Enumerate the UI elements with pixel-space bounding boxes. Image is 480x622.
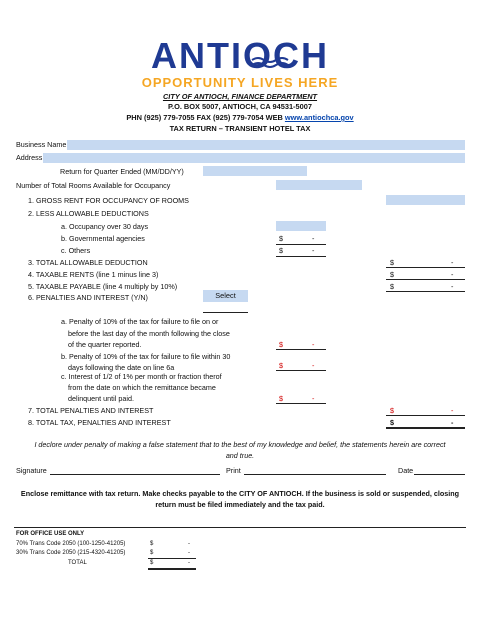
line-6a-underline — [276, 349, 326, 350]
line-6b-dollar: $ — [279, 361, 283, 370]
line-6c-text-2: from the date on which the remittance became — [68, 383, 216, 392]
office-row-2-dollar: $ — [150, 550, 154, 556]
line-6-label: 6. PENALTIES AND INTEREST (Y/N) — [28, 293, 148, 302]
office-row-1-dollar: $ — [150, 541, 154, 547]
line-7-dollar: $ — [390, 406, 394, 415]
line-6a-text-1: a. Penalty of 10% of the tax for failure to file on or — [61, 317, 219, 326]
line-2b-dollar: $ — [279, 234, 283, 243]
declaration-line-1: I declore under penalty of making a false statement that to the best of my knowledge and belief, the statements herein are correct — [34, 440, 446, 449]
contact-line — [0, 113, 480, 122]
office-total-underline — [148, 568, 196, 570]
line-8-value: - — [451, 418, 454, 427]
line-8-dollar: $ — [390, 418, 394, 427]
line-2c-underline — [276, 256, 326, 257]
line-5-underline — [386, 291, 465, 292]
contact-text: PHN (925) 779-7055 FAX (925) 779-7054 WEB — [126, 113, 283, 122]
address-line: P.O. BOX 5007, ANTIOCH, CA 94531-5007 — [168, 102, 312, 111]
line-2c-value: - — [312, 246, 315, 255]
date-line[interactable] — [414, 474, 465, 475]
line-2b-label: b. Governmental agencies — [61, 234, 145, 243]
line-3-label: 3. TOTAL ALLOWABLE DEDUCTION — [28, 258, 148, 267]
line-6c-dollar: $ — [279, 394, 283, 403]
date-label: Date — [398, 466, 414, 475]
remit-line-2: return must be filed immediately and the tax paid. — [155, 500, 325, 509]
office-row-2-label: 30% Trans Code 2050 (215-4320-41205) — [16, 550, 126, 556]
line-6c-text-3: delinquent until paid. — [68, 394, 134, 403]
quarter-field[interactable] — [203, 166, 307, 176]
line-6a-top-underline — [203, 312, 248, 313]
line-6a-text-3: of the quarter reported. — [68, 340, 142, 349]
office-total-value: - — [188, 560, 190, 566]
logo-tagline: OPPORTUNITY LIVES HERE — [141, 75, 339, 90]
line-3-underline — [386, 267, 465, 268]
business-name-label: Business Name — [16, 140, 67, 149]
occupancy-field[interactable] — [276, 221, 326, 231]
form-title: TAX RETURN – TRANSIENT HOTEL TAX — [169, 124, 311, 133]
print-label: Print — [226, 466, 241, 475]
line-2b-underline — [276, 244, 326, 245]
rooms-label: Number of Total Rooms Available for Occupancy — [16, 181, 171, 190]
remit-line-1: Enclose remittance with tax return. Make checks payable to the CITY OF ANTIOCH. If the business is sold or suspended, closing — [20, 489, 460, 498]
line-6b-text-1: b. Penalty of 10% of the tax for failure to file within 30 — [61, 352, 231, 361]
office-row-1-value: - — [188, 541, 190, 547]
declaration-line-2: and true. — [225, 451, 255, 460]
line-7-label: 7. TOTAL PENALTIES AND INTEREST — [28, 406, 154, 415]
office-row-2-value: - — [188, 550, 190, 556]
website-link[interactable]: www.antiochca.gov — [284, 113, 354, 122]
office-divider — [14, 527, 466, 528]
line-2c-dollar: $ — [279, 246, 283, 255]
line-6a-dollar: $ — [279, 340, 283, 349]
line-2-label: 2. LESS ALLOWABLE DEDUCTIONS — [28, 209, 149, 218]
dept-name: CITY OF ANTIOCH, FINANCE DEPARTMENT — [162, 92, 318, 101]
gross-rent-field[interactable] — [386, 195, 465, 205]
line-2a-label: a. Occupancy over 30 days — [61, 222, 149, 231]
line-8-underline — [386, 427, 465, 429]
logo-title: ANTIOCH — [151, 35, 329, 76]
line-5-label: 5. TAXABLE PAYABLE (line 4 multiply by 10%) — [28, 282, 178, 291]
line-8-label: 8. TOTAL TAX, PENALTIES AND INTEREST — [28, 418, 171, 427]
penalty-select-dropdown[interactable]: Select — [203, 290, 248, 302]
line-1-label: 1. GROSS RENT FOR OCCUPANCY OF ROOMS — [28, 196, 189, 205]
line-6b-text-2: days following the date on line 6a — [68, 363, 175, 372]
line-2b-value: - — [312, 234, 315, 243]
quarter-label: Return for Quarter Ended (MM/DD/YY) — [60, 167, 184, 176]
logo-wave-icon — [250, 56, 290, 70]
office-total-label: TOTAL — [68, 560, 87, 566]
line-4-dollar: $ — [390, 270, 394, 279]
signature-line[interactable] — [50, 474, 220, 475]
line-6c-text-1: c. Interest of 1/2 of 1% per month or fraction therof — [61, 372, 222, 381]
line-6c-underline — [276, 403, 326, 404]
office-row-2-underline — [148, 558, 196, 559]
address-field[interactable] — [43, 153, 465, 163]
line-6b-value: - — [312, 361, 315, 370]
line-6c-value: - — [312, 394, 315, 403]
rooms-field[interactable] — [276, 180, 362, 190]
office-title: FOR OFFICE USE ONLY — [16, 531, 85, 537]
address-label: Address — [16, 153, 43, 162]
line-7-value: - — [451, 406, 454, 415]
line-6a-text-2: before the last day of the month following the close — [68, 329, 230, 338]
office-total-dollar: $ — [150, 560, 154, 566]
line-7-underline — [386, 415, 465, 416]
signature-label: Signature — [16, 466, 47, 475]
line-5-dollar: $ — [390, 282, 394, 291]
line-6a-value: - — [312, 340, 315, 349]
line-3-dollar: $ — [390, 258, 394, 267]
business-name-field[interactable] — [67, 140, 465, 150]
line-4-label: 4. TAXABLE RENTS (line 1 minus line 3) — [28, 270, 159, 279]
office-row-1-label: 70% Trans Code 2050 (100-1250-41205) — [16, 541, 126, 547]
line-3-value: - — [451, 258, 454, 267]
line-4-underline — [386, 279, 465, 280]
print-line[interactable] — [244, 474, 386, 475]
line-2c-label: c. Others — [61, 246, 91, 255]
line-5-value: - — [451, 282, 454, 291]
line-6b-underline — [276, 370, 326, 371]
line-4-value: - — [451, 270, 454, 279]
